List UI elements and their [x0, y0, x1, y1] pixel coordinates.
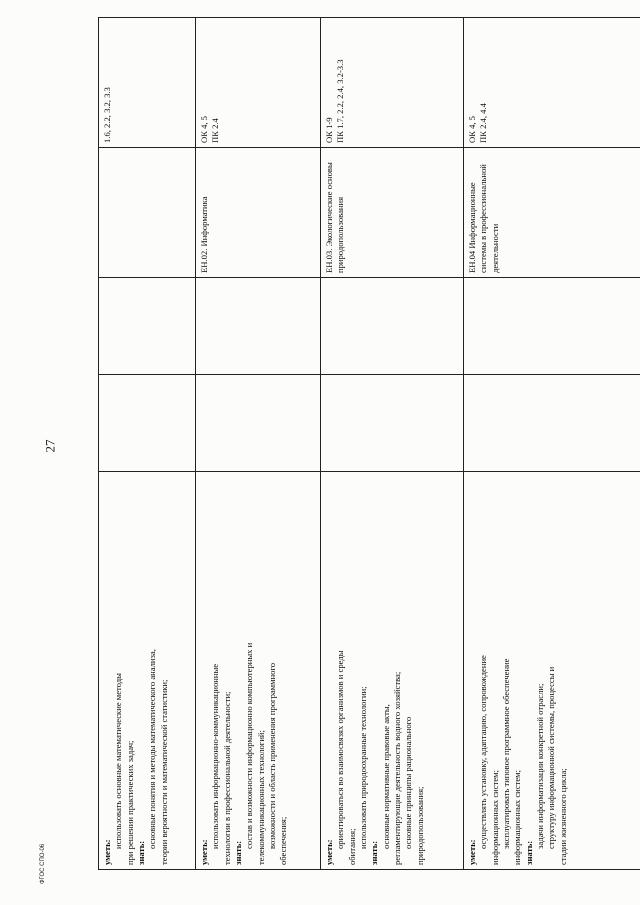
skill-section-label: знать: — [369, 840, 380, 865]
skill-section-label: уметь: — [199, 839, 209, 865]
skill-line: состав и возможности информационно компьютерных и — [244, 642, 255, 849]
skill-section-label: знать: — [136, 840, 147, 865]
empty-cell — [99, 278, 196, 375]
discipline-cell: ЕН.03. Экологические основы природопользования — [321, 148, 464, 278]
skill-line: информационных систем; — [512, 770, 523, 865]
discipline-cell: ЕН.02. Информатика — [196, 148, 321, 278]
skill-line: эксплуатировать типовое программное обеспечение — [501, 658, 512, 849]
competencies-cell: ОК 4, 5 ПК 2.4, 4.4 — [464, 18, 640, 148]
footer-code: ФГОС СПО-06 — [40, 843, 46, 884]
skill-line: обитания; — [346, 828, 357, 865]
empty-cell — [99, 375, 196, 472]
empty-cell — [464, 375, 640, 472]
empty-cell — [196, 278, 321, 375]
competencies-cell: ОК 4, 5 ПК 2.4 — [196, 18, 321, 148]
competencies-cell: 1.6, 2.2, 3.2, 3.3 — [99, 18, 196, 148]
skill-section-label: уметь: — [467, 839, 477, 865]
skill-section-label: знать: — [523, 840, 534, 865]
empty-cell — [321, 278, 464, 375]
curriculum-table-rotated — [98, 18, 620, 870]
skill-line: ориентироваться во взаимосвязях организмов и среды — [335, 650, 346, 849]
skill-line: задачи информатизации конкретной отрасли; — [535, 683, 546, 849]
skills-cell — [99, 472, 196, 870]
discipline-cell — [99, 148, 196, 278]
skill-line: использовать основные математические методы — [113, 673, 124, 849]
competencies-cell: ОК 1-9 ПК 1.7, 2.2, 2.4, 3.2-3.3 — [321, 18, 464, 148]
skill-line: обеспечения; — [278, 816, 289, 865]
skill-line: возможности и область применения программного — [267, 662, 278, 849]
empty-cell — [464, 278, 640, 375]
skill-section-label: уметь: — [102, 839, 112, 865]
skills-cell — [464, 472, 640, 870]
empty-cell — [321, 375, 464, 472]
skill-line: основные понятия и методы математического анализа, — [147, 649, 158, 849]
page-number: 27 — [42, 439, 58, 453]
skill-line: основные принципы рационального — [403, 716, 414, 849]
table-row — [99, 18, 196, 870]
discipline-cell: ЕН.04 Информационные системы в профессиональной деятельности — [464, 148, 640, 278]
empty-cell — [196, 375, 321, 472]
skills-cell — [196, 472, 321, 870]
skill-line: осуществлять установку, адаптацию, сопровождение — [478, 655, 489, 849]
skill-line: стадии жизненного цикла; — [557, 768, 568, 865]
skill-line: регламентирующие деятельность водного хозяйства; — [392, 671, 403, 865]
skill-line: использовать информационно-коммуникационные — [210, 663, 221, 849]
skill-line: использовать природоохранные технологии; — [358, 686, 369, 849]
skill-line: природопользования; — [414, 786, 425, 865]
table-row — [196, 18, 321, 870]
skill-line: технологии в профессиональной деятельности; — [221, 691, 232, 865]
skill-line: структуру информационной системы, процессы и — [546, 666, 557, 849]
skill-section-label: знать: — [233, 840, 244, 865]
curriculum-table — [98, 17, 640, 870]
skills-cell — [321, 472, 464, 870]
skill-line: основные нормативные правовые акты, — [380, 704, 391, 849]
skill-line: телекоммуникационных технологий; — [255, 730, 266, 865]
skill-line: при решении практических задач; — [124, 740, 135, 865]
skill-line: информационных систем; — [489, 770, 500, 865]
skill-section-label: уметь: — [324, 839, 334, 865]
table-row — [321, 18, 464, 870]
table-row — [464, 18, 640, 870]
skill-line: теории вероятности и математической статистики; — [158, 679, 169, 865]
